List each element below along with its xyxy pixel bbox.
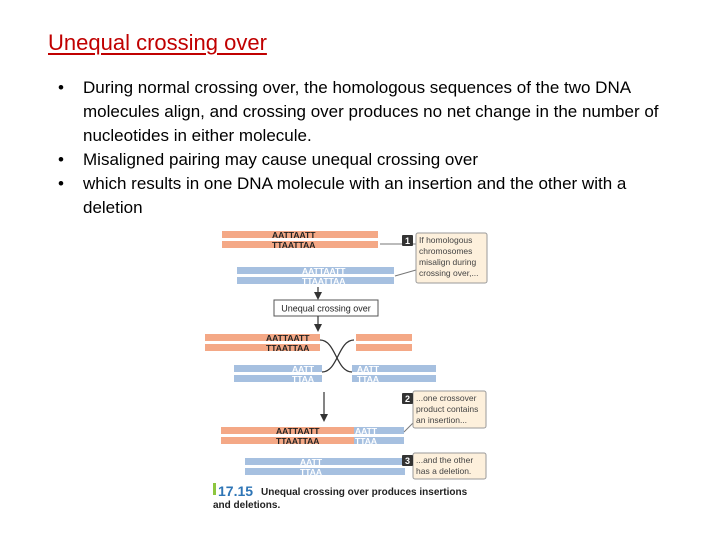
seq-label: AATTAATT (302, 266, 346, 276)
seq-label: TTAATTAA (272, 240, 316, 250)
step-number: 3 (404, 456, 411, 466)
bullet-text: During normal crossing over, the homologous sequences of the two DNA molecules align, and crossing over produces no net change in the number of nucleotides in either molecule. (83, 78, 659, 145)
bullet-dot: • (58, 150, 64, 169)
seq-label: AATTAATT (272, 230, 316, 240)
seq-label: AATT (355, 426, 378, 436)
callout-text: ...one crossover (416, 393, 477, 403)
seq-label: AATTAATT (276, 426, 320, 436)
caption-number: 17.15 (218, 483, 254, 499)
bullet-dot: • (58, 174, 64, 193)
seq-label: TTAA (355, 436, 378, 446)
callout-1 (380, 233, 487, 283)
callout-leader (395, 270, 416, 276)
caption-line-2: and deletions. (213, 500, 281, 511)
orange-strand-top-right (356, 334, 412, 341)
callout-text: an insertion... (416, 415, 468, 425)
seq-label: TTAATTAA (302, 276, 346, 286)
callout-text: misalign during (419, 257, 477, 267)
callout-text: crossing over,... (419, 268, 479, 278)
blue-strand-top (245, 458, 405, 465)
bullet-text: which results in one DNA molecule with an insertion and the other with a deletion (83, 174, 627, 217)
callout-2 (402, 391, 486, 432)
process-box-label: Unequal crossing over (281, 303, 371, 314)
seq-label: TTAA (300, 467, 323, 477)
seq-label: TTAATTAA (276, 436, 320, 446)
callout-text: product contains (416, 404, 479, 414)
crossover-line (320, 340, 352, 372)
step-number: 1 (404, 236, 411, 246)
step-number: 2 (404, 394, 411, 404)
caption-accent-bar (213, 483, 216, 495)
callout-text: If homologous (419, 235, 473, 245)
caption-line-1: Unequal crossing over produces insertions (261, 487, 468, 498)
bullet-dot: • (58, 78, 64, 97)
seq-label: AATT (300, 457, 323, 467)
crossover-line (322, 340, 354, 372)
seq-label: TTAATTAA (266, 343, 310, 353)
slide-title: Unequal crossing over (48, 30, 267, 55)
seq-label: TTAA (357, 374, 380, 384)
callout-3 (402, 453, 486, 479)
seq-label: AATT (357, 364, 380, 374)
blue-strand-bottom (245, 468, 405, 475)
orange-strand-bottom-right (356, 344, 412, 351)
seq-label: AATT (292, 364, 315, 374)
callout-text: ...and the other (416, 455, 474, 465)
bullet-text: Misaligned pairing may cause unequal crossing over (83, 150, 478, 169)
callout-text: has a deletion. (416, 466, 472, 476)
seq-label: TTAA (292, 374, 315, 384)
figure-caption (213, 483, 468, 511)
seq-label: AATTAATT (266, 333, 310, 343)
callout-text: chromosomes (419, 246, 473, 256)
